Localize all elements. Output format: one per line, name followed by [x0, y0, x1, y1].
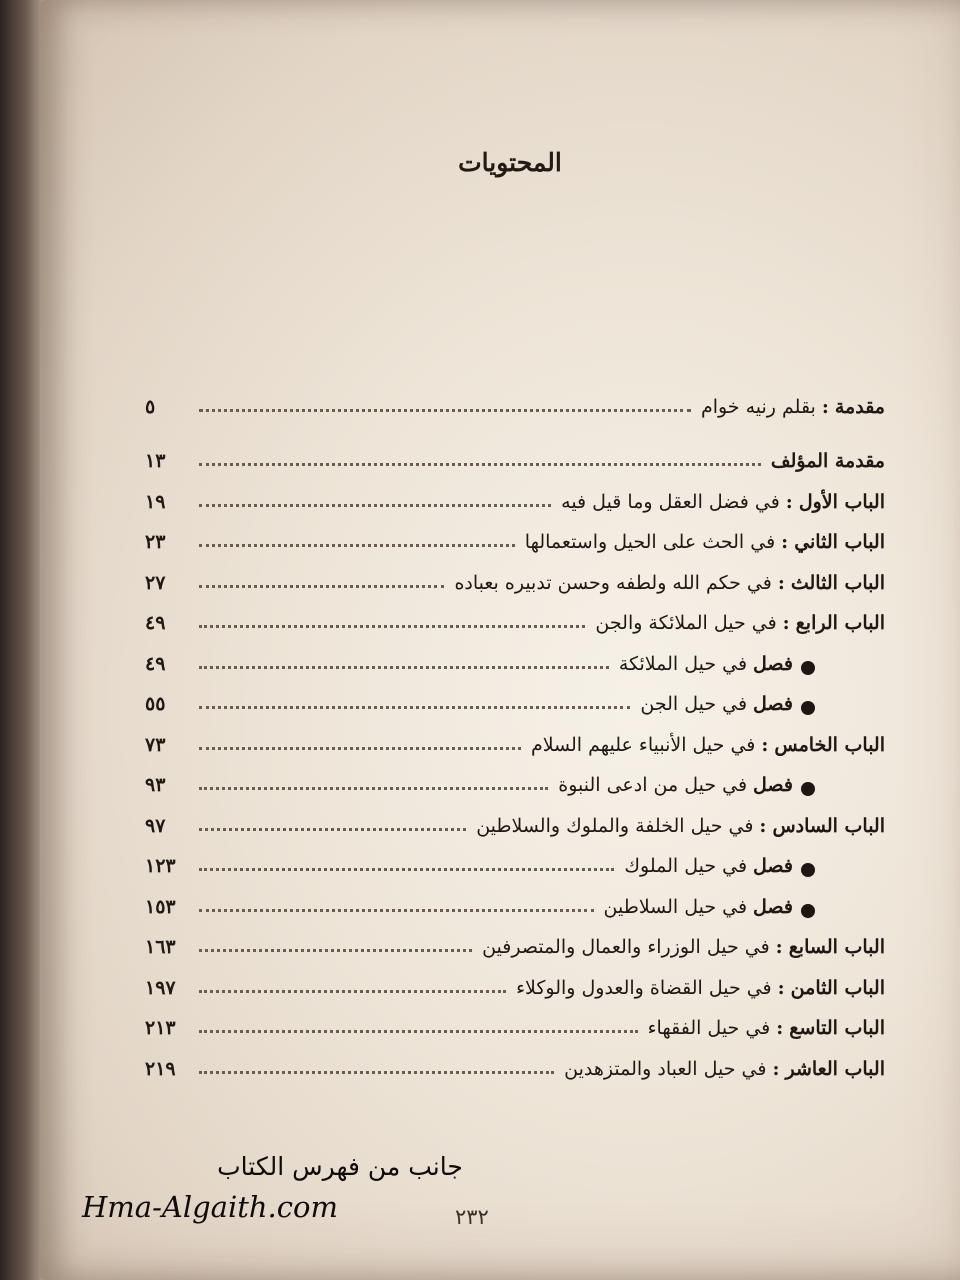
toc-entry-topic: في حيل القضاة والعدول والوكلاء [516, 976, 772, 999]
toc-entry-page: ٢٣ [145, 531, 166, 553]
toc-entry-separator: : [759, 814, 767, 837]
toc-entry-page: ٧٣ [145, 733, 166, 756]
toc-entry-topic: في حيل الأنبياء عليهم السلام [530, 733, 756, 756]
toc-entry-page: ٢١٩ [145, 1057, 176, 1080]
toc-entry-page: ٤٩ [145, 612, 166, 634]
bullet-icon [801, 701, 815, 715]
toc-entry-page: ٢١٣ [145, 1017, 176, 1039]
toc-entry [145, 364, 885, 418]
toc-entry-topic: في حيل الفقهاء [647, 1017, 771, 1039]
dot-leader [199, 462, 761, 466]
dot-leader [199, 408, 691, 412]
toc-entry-label: فصل [753, 693, 793, 715]
toc-entry-page: ١٣ [145, 450, 166, 472]
toc-entry-topic: في الحث على الحيل واستعمالها [524, 531, 776, 553]
toc-entry-separator: : [785, 490, 793, 513]
toc-entry-separator: : [775, 936, 783, 958]
toc-entry [145, 1039, 885, 1080]
toc-entry-topic: في حيل من ادعى النبوة [558, 774, 748, 796]
toc-entry-topic: في حيل الجن [640, 693, 748, 715]
toc-entry-page: ١٩٧ [145, 976, 176, 999]
toc-entry [145, 594, 885, 635]
dot-leader [199, 746, 521, 750]
dot-leader [199, 584, 444, 588]
toc-entry-separator: : [777, 976, 785, 999]
toc-entry-label: الباب السادس [772, 814, 885, 837]
toc-entry [145, 999, 885, 1040]
toc-entry-topic: في حيل الملائكة والجن [595, 612, 777, 634]
toc-entry [145, 513, 885, 554]
dot-leader [199, 1029, 638, 1033]
toc-entry [145, 756, 885, 797]
page-title: المحتويات [458, 148, 562, 177]
toc-entry-topic: في حيل الوزراء والعمال والمتصرفين [482, 936, 770, 958]
toc-entry [145, 715, 885, 756]
toc-entry-page: ٥٥ [145, 693, 166, 715]
toc-entry-topic: في حيل الخلفة والملوك والسلاطين [476, 814, 754, 837]
toc-entry-page: ١٢٣ [145, 855, 176, 877]
dot-leader [199, 948, 472, 952]
toc-entry-page: ٩٣ [145, 774, 166, 796]
folio-number: ٢٣٢ [455, 1205, 489, 1229]
toc-entry-topic: في حكم الله ولطفه وحسن تدبيره بعباده [454, 571, 772, 594]
toc-entry-label: فصل [753, 855, 793, 877]
watermark: Hma-Algaith.com [82, 1190, 338, 1224]
toc-entry-page: ٩٧ [145, 814, 166, 837]
toc-entry-page: ١٥٣ [145, 895, 176, 918]
toc-entry-separator: : [776, 1017, 784, 1039]
toc-entry [145, 472, 885, 513]
toc-entry [145, 837, 885, 878]
bullet-icon [801, 904, 815, 918]
toc-entry [145, 796, 885, 837]
toc-entry-page: ٤٩ [145, 652, 166, 675]
bullet-icon [801, 661, 815, 675]
toc-entry-page: ١٩ [145, 490, 166, 513]
toc-entry-separator: : [821, 396, 829, 418]
dot-leader [199, 786, 548, 790]
toc-entry-label: فصل [753, 895, 793, 918]
table-of-contents [145, 364, 885, 1080]
toc-entry-separator: : [772, 1057, 780, 1080]
toc-entry [145, 958, 885, 999]
toc-entry-separator: : [781, 531, 789, 553]
dot-leader [199, 989, 506, 993]
book-page [40, 0, 960, 1280]
dot-leader [199, 705, 630, 709]
toc-entry-separator: : [777, 571, 785, 594]
dot-leader [199, 543, 515, 547]
toc-entry-topic: في حيل الملوك [624, 855, 748, 877]
toc-entry-label: الباب الثامن [790, 976, 885, 999]
toc-entry-label: الباب الثالث [790, 571, 885, 594]
toc-entry-label: فصل [753, 774, 793, 796]
toc-entry-topic: في فضل العقل وما قيل فيه [561, 490, 780, 513]
bullet-icon [801, 782, 815, 796]
toc-entry-label: الباب العاشر [785, 1057, 885, 1080]
toc-entry-topic: في حيل السلاطين [603, 895, 748, 918]
toc-entry-page: ٢٧ [145, 571, 166, 594]
dot-leader [199, 665, 609, 669]
toc-entry-label: الباب الثاني [794, 531, 885, 553]
dot-leader [199, 1070, 554, 1074]
toc-entry-label: الباب الخامس [774, 733, 885, 756]
toc-entry-topic: في حيل العباد والمتزهدين [564, 1057, 767, 1080]
bullet-icon [801, 863, 815, 877]
dot-leader [199, 867, 614, 871]
toc-entry [145, 877, 885, 918]
toc-entry-page: ١٦٣ [145, 936, 176, 958]
toc-entry-topic: في حيل الملائكة [618, 652, 748, 675]
toc-entry-label: الباب السابع [788, 936, 885, 958]
toc-entry-label: مقدمة المؤلف [770, 450, 885, 472]
toc-entry [145, 918, 885, 959]
toc-entry-label: فصل [753, 652, 793, 675]
dot-leader [199, 503, 551, 507]
toc-entry-page: ٥ [145, 396, 156, 418]
toc-entry-label: مقدمة [834, 396, 885, 418]
toc-entry [145, 553, 885, 594]
toc-entry-label: الباب الأول [798, 490, 885, 513]
toc-entry-topic: بقلم رنيه خوام [700, 396, 816, 418]
dot-leader [199, 908, 594, 912]
toc-entry [145, 634, 885, 675]
toc-entry-label: الباب التاسع [789, 1017, 885, 1039]
toc-entry [145, 418, 885, 472]
dot-leader [199, 827, 466, 831]
toc-entry-separator: : [761, 733, 769, 756]
toc-entry [145, 675, 885, 716]
dot-leader [199, 624, 585, 628]
caption: جانب من فهرس الكتاب [217, 1152, 463, 1181]
toc-entry-separator: : [782, 612, 790, 634]
toc-entry-label: الباب الرابع [795, 612, 885, 634]
